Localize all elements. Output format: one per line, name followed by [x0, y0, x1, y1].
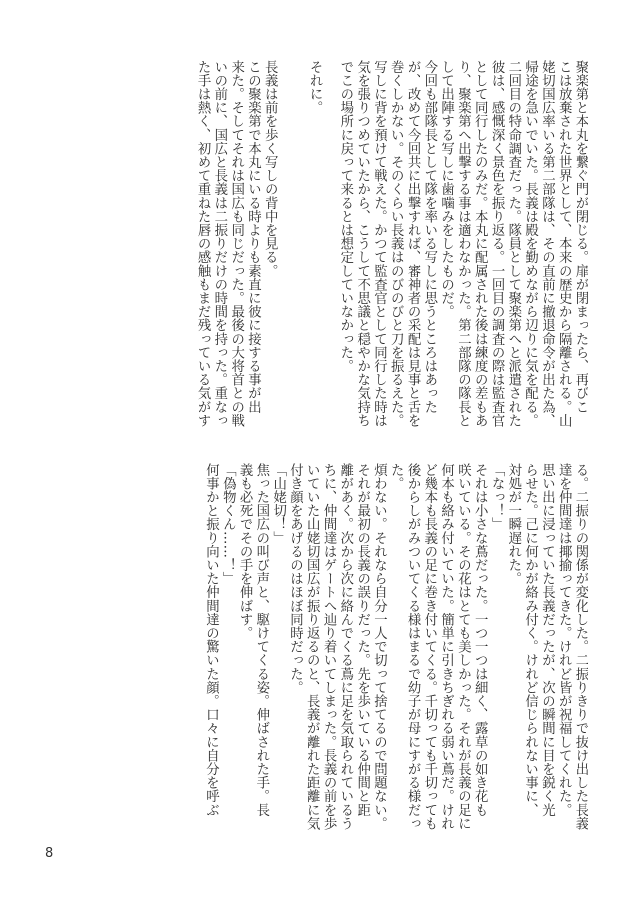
lower-text-line: いていた山姥切国広が振り返るのと、長義が離れた距離に気 — [304, 463, 320, 831]
lower-text-line: 付き顔をあげるのはほぼ同時だった。 — [287, 463, 303, 695]
upper-text-line: 帰途を急いでいた。長義は殿を勤めながら辺りに気を配る。 — [522, 60, 538, 428]
upper-text-line: 気を張りつめていたから、こうして不思議と穏やかな気持ち — [354, 60, 370, 428]
lower-text-line: 焦った国広の叫び声と、駆けてくる姿。伸ばされた手。長 — [253, 463, 269, 817]
lower-text-line: それは小さな蔦だった。一つ一つは細く、露草の如き花も — [472, 463, 488, 817]
lower-text-line: た。 — [388, 463, 404, 491]
upper-text-line: それに。 — [307, 60, 323, 115]
upper-text-line: 来た。そしてそれは国広も同じだった。最後の大将首との戦 — [228, 60, 244, 428]
lower-text-line: ちに、仲間達はゲートへ辿り着いてしまった。長義の前を歩 — [321, 463, 337, 831]
page-number: 8 — [45, 846, 54, 861]
upper-text-line: 姥切国広率いる第二部隊は、その直前に撤退命令が出た為、 — [539, 60, 555, 428]
upper-text-line: 聚楽第と本丸を繋ぐ門が閉じる。扉が閉まったら、再びこ — [573, 60, 588, 414]
upper-text-block — [88, 60, 588, 445]
upper-text-line — [277, 60, 291, 445]
lower-text-line: 「山姥切！」 — [270, 463, 286, 545]
upper-text-line — [291, 60, 305, 445]
upper-text-line: 写しに背を預けて戦えた。かつて監査官として同行した時は — [371, 60, 387, 428]
lower-text-line: らせた。己に何かが絡み付く。けれど信じられない事に、 — [522, 463, 538, 817]
upper-text-line: この聚楽第で本丸にいる時よりも素直に彼に接する事が出 — [245, 60, 261, 414]
upper-text-line — [322, 60, 336, 445]
upper-text-line: いの前に、国広と長義は二振りだけの時間を持った。重なっ — [211, 60, 227, 428]
lower-text-line: 何事かと振り向いた仲間達の驚いた顔。口々に自分を呼ぶ — [203, 463, 219, 817]
upper-text-line: た手は熱く、初めて重ねた唇の感触もまだ残っている気がす — [195, 60, 211, 428]
upper-text-line: 巻くしかない。そのくらい長義はのびのびと刀を振るえた。 — [388, 60, 404, 428]
upper-text-line: でこの場所に戻って来るとは想定していなかった。 — [337, 60, 353, 373]
lower-text-line: 「偽物くん……！」 — [220, 463, 236, 586]
upper-text-line: り、聚楽第へ出撃する事は適わなかった。第二部隊の隊長と — [455, 60, 471, 428]
upper-text-line: 長義は前を歩く写しの背中を見る。 — [262, 60, 278, 278]
lower-text-line: ど幾本も長義の足に巻き付いてくる。千切っても千切っても — [421, 463, 437, 831]
lower-text-line: 対処が一瞬遅れた。 — [505, 463, 521, 586]
lower-text-line: 「なっ！」 — [489, 463, 505, 531]
lower-text-line: 何本も絡み付いていた。簡単に引きちぎれる弱い蔦だ。けれ — [438, 463, 454, 831]
upper-text-line: 今回も部隊長として隊を率いる写しに思うところはあった — [421, 60, 437, 414]
upper-text-line: 彼は、感慨深く景色を振り返る。一回目の調査の際は監査官 — [489, 60, 505, 428]
lower-text-block — [100, 463, 588, 858]
lower-text-line: る。二振りの関係が変化した。二振りきりで抜け出した長義 — [573, 463, 588, 831]
lower-text-line: 煩わない。それなら自分一人で切って捨てるので問題ない。 — [371, 463, 387, 831]
lower-text-line: 離があく。次から次に絡んでくる蔦に足を気取られているう — [337, 463, 353, 831]
upper-text-line: 二回目の特命調査だった。隊員として聚楽第へと派遣された — [505, 60, 521, 428]
upper-text-line: が、改めて今回共に出撃すれば、審神者の采配は見事と舌を — [405, 60, 421, 428]
upper-text-line: こは放棄された世界として、本来の歴史から隔離される。山 — [556, 60, 572, 428]
lower-text-line: 義も必死でその手を伸ばす。 — [237, 463, 253, 640]
upper-text-line: として同行したのみだ。本丸に配属された後は練度の差もあ — [472, 60, 488, 428]
lower-text-line: それが最初の長義の誤りだった。先を歩いている仲間と距 — [354, 463, 370, 817]
upper-text-line: して出陣する写しに歯噛みをしたものだ。 — [438, 60, 454, 319]
lower-text-line: 達を仲間達は揶揄ってきた。けれど皆が祝福してくれた。 — [556, 463, 572, 817]
lower-text-line: 咲いている。その花はとても美しかった。それが長義の足に — [455, 463, 471, 831]
lower-text-line: 後からしがみついてくる様はまるで幼子が母にすがる様だっ — [405, 463, 421, 831]
lower-text-line: 思い出に浸っていた長義だったが、次の瞬間に目を鋭く光 — [539, 463, 555, 817]
